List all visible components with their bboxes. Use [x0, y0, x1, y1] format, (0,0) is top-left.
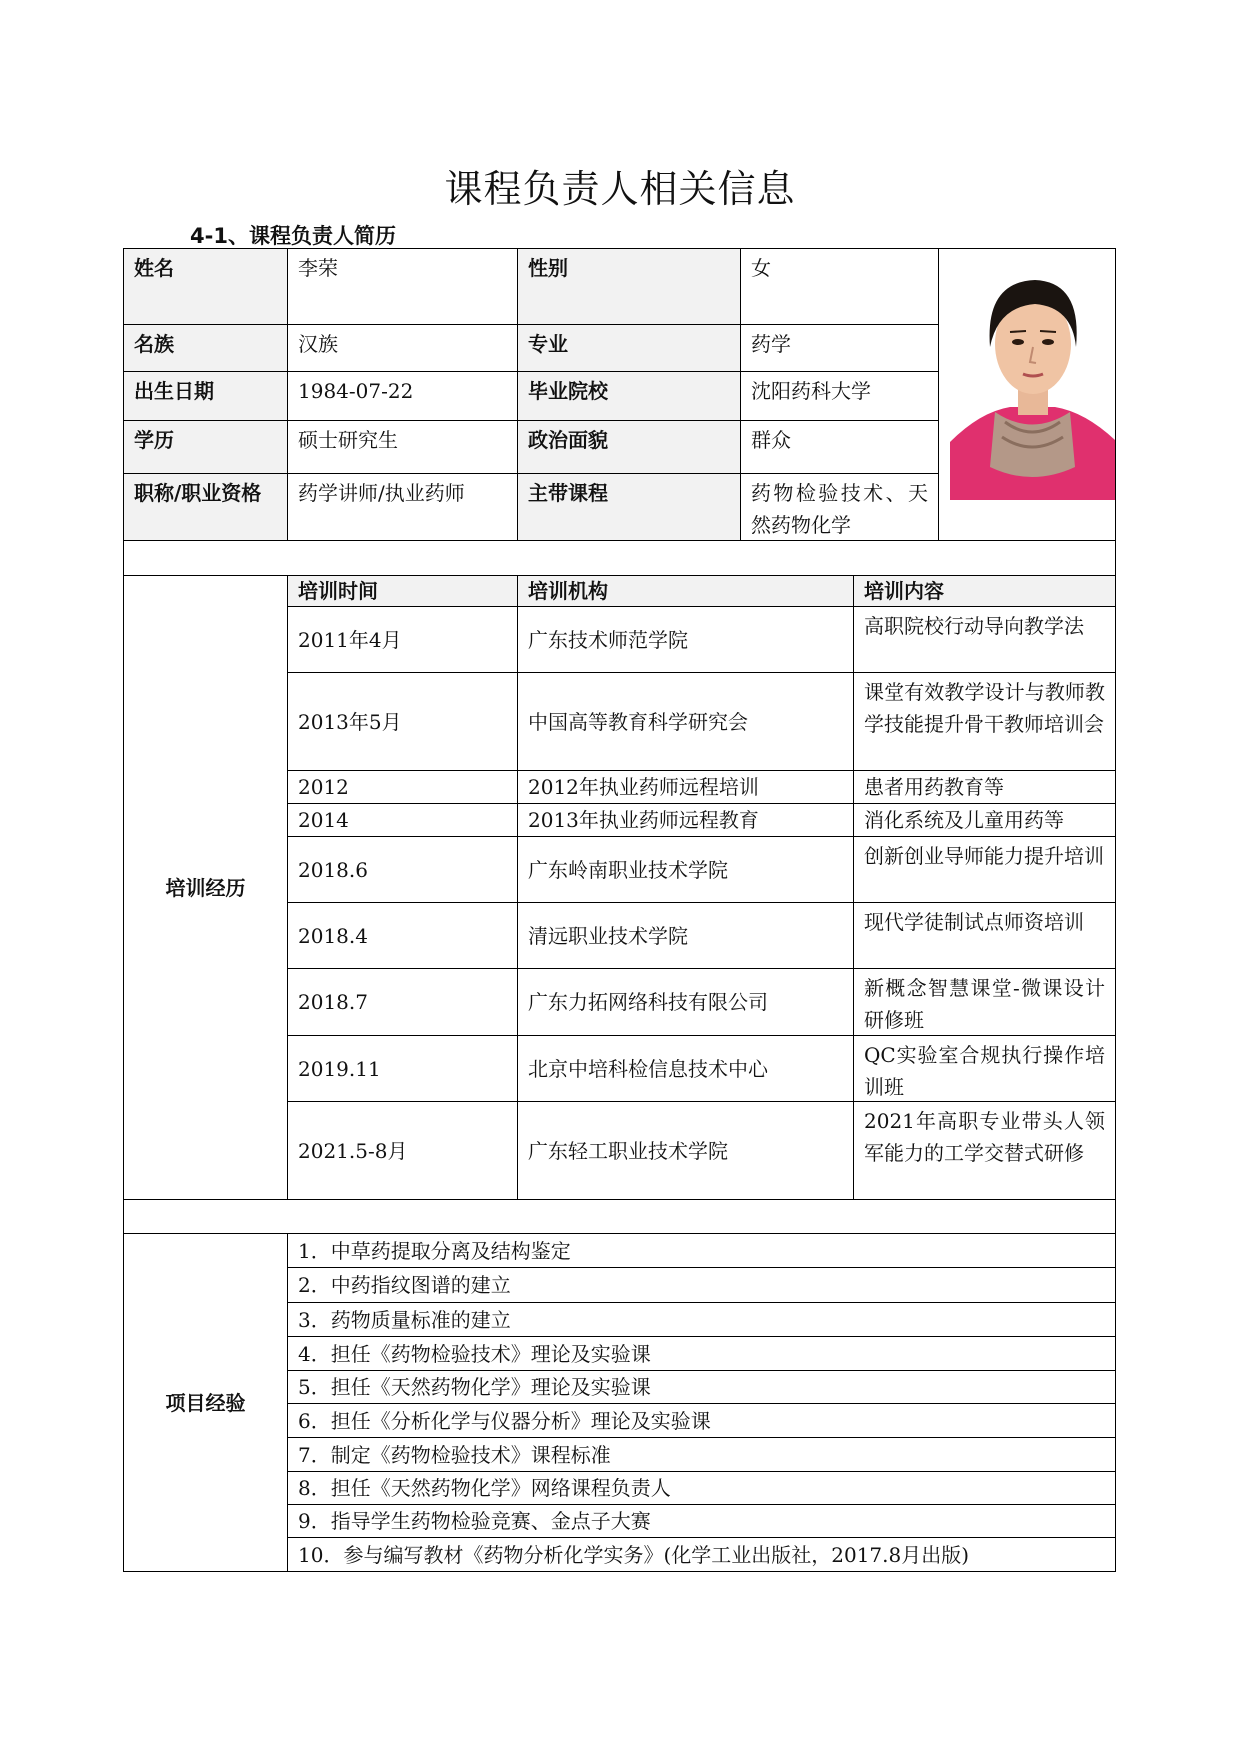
- table-border: [123, 1571, 1116, 1572]
- politics-label: 政治面貌: [518, 421, 740, 473]
- list-item: 3．药物质量标准的建立: [298, 1307, 511, 1332]
- table-border: [287, 1233, 288, 1572]
- table-border: [123, 324, 740, 325]
- table-border: [287, 1403, 1116, 1404]
- table-border: [287, 1101, 1116, 1102]
- name-label: 姓名: [124, 249, 287, 324]
- table-border: [123, 248, 124, 1572]
- ethnicity-label: 名族: [124, 325, 287, 371]
- table-border: [123, 1233, 1116, 1234]
- portrait-icon: [950, 262, 1115, 500]
- table-border: [123, 371, 938, 372]
- table-row: 广东力拓网络科技有限公司: [528, 990, 768, 1014]
- training-header-time: 培训时间: [288, 576, 517, 606]
- table-row: 2014: [298, 808, 349, 832]
- list-item: 2．中药指纹图谱的建立: [298, 1273, 511, 1297]
- list-item: 1．中草药提取分离及结构鉴定: [298, 1238, 571, 1263]
- course-label: 主带课程: [518, 474, 740, 540]
- ethnicity-value: 汉族: [298, 332, 338, 356]
- table-border: [517, 248, 518, 541]
- table-border: [287, 1471, 1116, 1472]
- course-value: 药物检验技术、天然药物化学: [751, 481, 928, 537]
- education-label: 学历: [124, 421, 287, 473]
- birth-value: 1984-07-22: [298, 379, 414, 403]
- table-border: [853, 575, 854, 1200]
- school-value: 沈阳药科大学: [751, 379, 871, 403]
- table-row: 现代学徒制试点师资培训: [864, 910, 1084, 934]
- list-item: 6．担任《分析化学与仪器分析》理论及实验课: [298, 1408, 711, 1433]
- title-value: 药学讲师/执业药师: [298, 481, 465, 505]
- list-item: 10．参与编写教材《药物分析化学实务》(化学工业出版社，2017.8月出版): [298, 1542, 970, 1567]
- list-item: 7．制定《药物检验技术》课程标准: [298, 1442, 611, 1467]
- table-border: [123, 1199, 1116, 1200]
- name-value: 李荣: [298, 256, 338, 280]
- list-item: 5．担任《天然药物化学》理论及实验课: [298, 1375, 651, 1399]
- table-border: [123, 540, 1116, 541]
- list-item: 9．指导学生药物检验竞赛、金点子大赛: [298, 1509, 651, 1533]
- table-border: [740, 248, 741, 541]
- gender-label: 性别: [518, 249, 740, 324]
- table-border: [287, 803, 1116, 804]
- education-value: 硕士研究生: [298, 428, 398, 452]
- table-border: [123, 473, 938, 474]
- table-row: 广东技术师范学院: [528, 627, 688, 652]
- training-header-org: 培训机构: [518, 576, 853, 606]
- table-border: [287, 1035, 1116, 1036]
- training-section-label: 培训经历: [165, 875, 246, 900]
- table-border: [287, 770, 1116, 771]
- table-row: 2021年高职专业带头人领军能力的工学交替式研修: [864, 1109, 1105, 1165]
- table-border: [287, 1437, 1116, 1438]
- table-row: 2012年执业药师远程培训: [528, 775, 759, 799]
- table-border: [287, 1537, 1116, 1538]
- table-row: 2018.4: [298, 923, 368, 948]
- school-label: 毕业院校: [518, 372, 740, 420]
- table-border: [740, 324, 938, 325]
- profile-photo: [950, 262, 1115, 500]
- table-row: 课堂有效教学设计与教师教学技能提升骨干教师培训会: [864, 680, 1105, 736]
- table-border: [287, 1504, 1116, 1505]
- table-row: 新概念智慧课堂-微课设计研修班: [864, 976, 1105, 1032]
- table-row: 2018.7: [298, 990, 368, 1014]
- table-row: 患者用药教育等: [864, 775, 1004, 799]
- table-border: [287, 1370, 1116, 1371]
- table-border: [287, 248, 288, 541]
- table-row: 广东岭南职业技术学院: [528, 857, 728, 882]
- list-item: 8．担任《天然药物化学》网络课程负责人: [298, 1476, 671, 1500]
- table-border: [1115, 248, 1116, 1572]
- table-row: 高职院校行动导向教学法: [864, 614, 1084, 638]
- table-border: [123, 420, 938, 421]
- table-border: [938, 248, 939, 541]
- projects-section-label: 项目经验: [165, 1390, 246, 1415]
- table-border: [287, 575, 288, 1200]
- title-label: 职称/职业资格: [124, 474, 287, 540]
- table-row: 2012: [298, 775, 349, 799]
- list-item: 4．担任《药物检验技术》理论及实验课: [298, 1341, 651, 1366]
- table-row: 创新创业导师能力提升培训: [864, 844, 1104, 868]
- table-row: 2018.6: [298, 857, 368, 882]
- section-heading: 4-1、课程负责人简历: [190, 224, 396, 248]
- table-border: [287, 606, 1116, 607]
- table-row: 2011年4月: [298, 627, 402, 652]
- table-border: [287, 968, 1116, 969]
- table-border: [287, 1302, 1116, 1303]
- table-border: [517, 575, 518, 1200]
- table-border: [287, 672, 1116, 673]
- table-row: 2021.5-8月: [298, 1138, 408, 1163]
- gender-value: 女: [751, 256, 771, 280]
- table-row: 广东轻工职业技术学院: [528, 1138, 728, 1163]
- table-row: QC实验室合规执行操作培训班: [864, 1043, 1105, 1099]
- page-title: 课程负责人相关信息: [444, 167, 796, 211]
- table-row: 中国高等教育科学研究会: [528, 709, 748, 734]
- politics-value: 群众: [751, 428, 791, 452]
- table-row: 2019.11: [298, 1056, 381, 1081]
- table-border: [123, 248, 1116, 249]
- table-border: [287, 836, 1116, 837]
- table-row: 北京中培科检信息技术中心: [528, 1056, 768, 1081]
- table-border: [123, 575, 1116, 576]
- table-border: [287, 902, 1116, 903]
- table-row: 清远职业技术学院: [528, 923, 688, 948]
- table-border: [287, 1267, 1116, 1268]
- table-row: 消化系统及儿童用药等: [864, 808, 1064, 832]
- table-row: 2013年执业药师远程教育: [528, 808, 759, 832]
- major-label: 专业: [518, 325, 740, 371]
- major-value: 药学: [751, 332, 791, 356]
- table-border: [287, 1336, 1116, 1337]
- birth-label: 出生日期: [124, 372, 287, 420]
- table-row: 2013年5月: [298, 709, 402, 734]
- training-header-content: 培训内容: [854, 576, 1115, 606]
